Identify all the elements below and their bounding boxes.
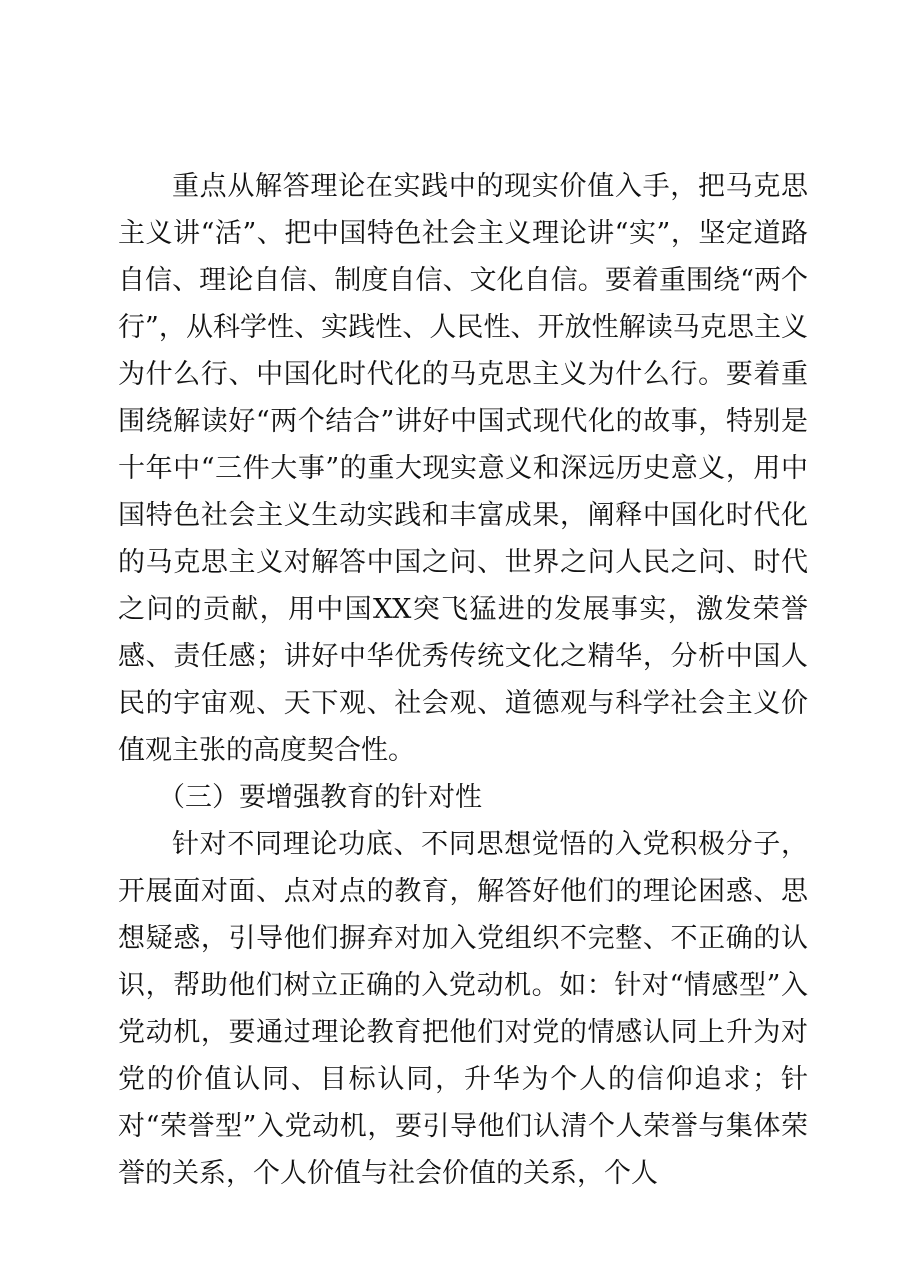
section-heading: （三）要增强教育的针对性: [158, 782, 482, 813]
document-body: [118, 163, 808, 1197]
body-paragraph: 重点从解答理论在实践中的现实价值入手，把马克思主义讲“活”、把中国特色社会主义理论讲“实”，坚定道路自信、理论自信、制度自信、文化自信。要着重围绕“两个行”，从科学性、实践性、人民性、开放性解读马克思主义为什么行、中国化时代化的马克思主义为什么行。要着重围绕解读好“两个结合”讲好中国式现代化的故事，特别是十年中“三件大事”的重大现实意义和深远历史意义，用中国特色社会主义生动实践和丰富成果，阐释中国化时代化的马克思主义对解答中国之问、世界之问人民之问、时代之问的贡献，用中国XX突飞猛进的发展事实，激发荣誉感、责任感；讲好中华优秀传统文化之精华，分析中国人民的宇宙观、天下观、社会观、道德观与科学社会主义价值观主张的高度契合性。: [118, 171, 808, 766]
body-paragraph: 针对不同理论功底、不同思想觉悟的入党积极分子，开展面对面、点对点的教育，解答好他们的理论困惑、思想疑惑，引导他们摒弃对加入党组织不完整、不正确的认识，帮助他们树立正确的入党动机。如：针对“情感型”入党动机，要通过理论教育把他们对党的情感认同上升为对党的价值认同、目标认同，升华为个人的信仰追求；针对“荣誉型”入党动机，要引导他们认清个人荣誉与集体荣誉的关系，个人价值与社会价值的关系，个人: [118, 829, 808, 1189]
